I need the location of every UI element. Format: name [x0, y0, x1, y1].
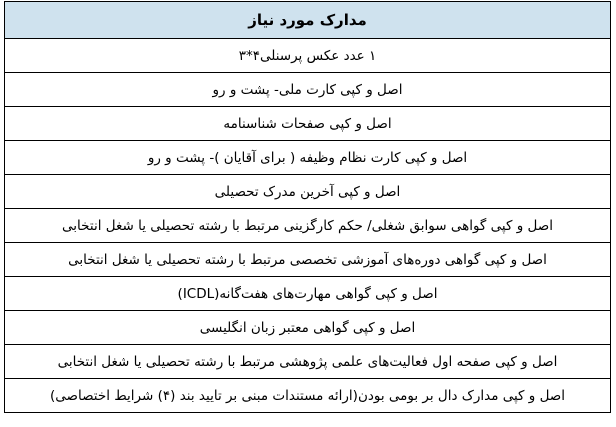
- table-row: [5, 209, 611, 243]
- document-item: اصل و کپی صفحات شناسنامه: [5, 107, 611, 141]
- table-row: [5, 379, 611, 413]
- table-row: [5, 345, 611, 379]
- table-header-row: [5, 2, 611, 39]
- table-title: مدارک مورد نیاز: [5, 2, 611, 39]
- table-row: [5, 277, 611, 311]
- document-item: اصل و کپی آخرین مدرک تحصیلی: [5, 175, 611, 209]
- table-row: [5, 107, 611, 141]
- table-row: [5, 175, 611, 209]
- document-item: ۱ عدد عکس پرسنلی۴*۳: [5, 39, 611, 73]
- document-item: اصل و کپی صفحه اول فعالیت‌های علمی پژوهشی مرتبط با رشته تحصیلی یا شغل انتخابی: [5, 345, 611, 379]
- table-row: [5, 73, 611, 107]
- document-item: اصل و کپی گواهی مهارت‌های هفت‌گانه(ICDL): [5, 277, 611, 311]
- table-row: [5, 39, 611, 73]
- table-row: [5, 141, 611, 175]
- table-row: [5, 311, 611, 345]
- document-item: اصل و کپی گواهی دوره‌های آموزشی تخصصی مرتبط با رشته تحصیلی یا شغل انتخابی: [5, 243, 611, 277]
- required-documents-table: [4, 1, 611, 413]
- document-item: اصل و کپی گواهی معتبر زبان انگلیسی: [5, 311, 611, 345]
- table-row: [5, 243, 611, 277]
- document-item: اصل و کپی مدارک دال بر بومی بودن(ارائه مستندات مبنی بر تایید بند (۴) شرایط اختصاصی): [5, 379, 611, 413]
- document-item: اصل و کپی کارت ملی- پشت و رو: [5, 73, 611, 107]
- document-item: اصل و کپی گواهی سوابق شغلی/ حکم کارگزینی مرتبط با رشته تحصیلی یا شغل انتخابی: [5, 209, 611, 243]
- document-item: اصل و کپی کارت نظام وظیفه ( برای آقایان )- پشت و رو: [5, 141, 611, 175]
